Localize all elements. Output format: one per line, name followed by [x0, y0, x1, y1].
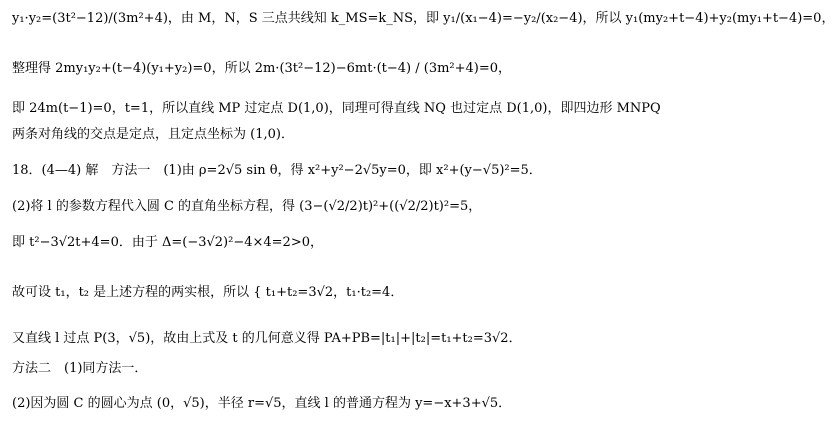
- text-line-1: y₁·y₂=(3t²−12)/(3m²+4)，由 M，N，S 三点共线知 k_MS=k_NS，即 y₁/(x₁−4)=−y₂/(x₂−4)，所以 y₁(my₂+t−4)+y₂(my₁+t−4)=0，: [12, 11, 834, 26]
- text-line-8: 故可设 t₁，t₂ 是上述方程的两实根，所以 { t₁+t₂=3√2，t₁·t₂=4．: [12, 285, 404, 300]
- text-line-7: 即 t²−3√2t+4=0．由于 Δ=(−3√2)²−4×4=2>0，: [12, 235, 323, 250]
- text-line-4: 两条对角线的交点是定点，且定点坐标为 (1,0)．: [12, 127, 294, 142]
- text-line-11: (2)因为圆 C 的圆心为点 (0，√5)，半径 r=√5，直线 l 的普通方程为 y=−x+3+√5．: [12, 396, 512, 411]
- text-line-9: 又直线 l 过点 P(3，√5)，故由上式及 t 的几何意义得 PA+PB=|t₁|+|t₂|=t₁+t₂=3√2．: [12, 331, 522, 346]
- text-line-2: 整理得 2my₁y₂+(t−4)(y₁+y₂)=0，所以 2m·(3t²−12)−6mt·(t−4) / (3m²+4)=0，: [12, 61, 512, 76]
- text-line-3: 即 24m(t−1)=0，t=1，所以直线 MP 过定点 D(1,0)，同理可得直线 NQ 也过定点 D(1,0)，即四边形 MNPQ: [12, 101, 661, 116]
- text-line-5: 18．(4—4) 解 方法一 (1)由 ρ=2√5 sin θ，得 x²+y²−2√5y=0，即 x²+(y−√5)²=5．: [12, 163, 542, 178]
- text-line-10: 方法二 (1)同方法一．: [12, 361, 148, 376]
- text-line-6: (2)将 l 的参数方程代入圆 C 的直角坐标方程，得 (3−(√2/2)t)²+((√2/2)t)²=5，: [12, 199, 482, 214]
